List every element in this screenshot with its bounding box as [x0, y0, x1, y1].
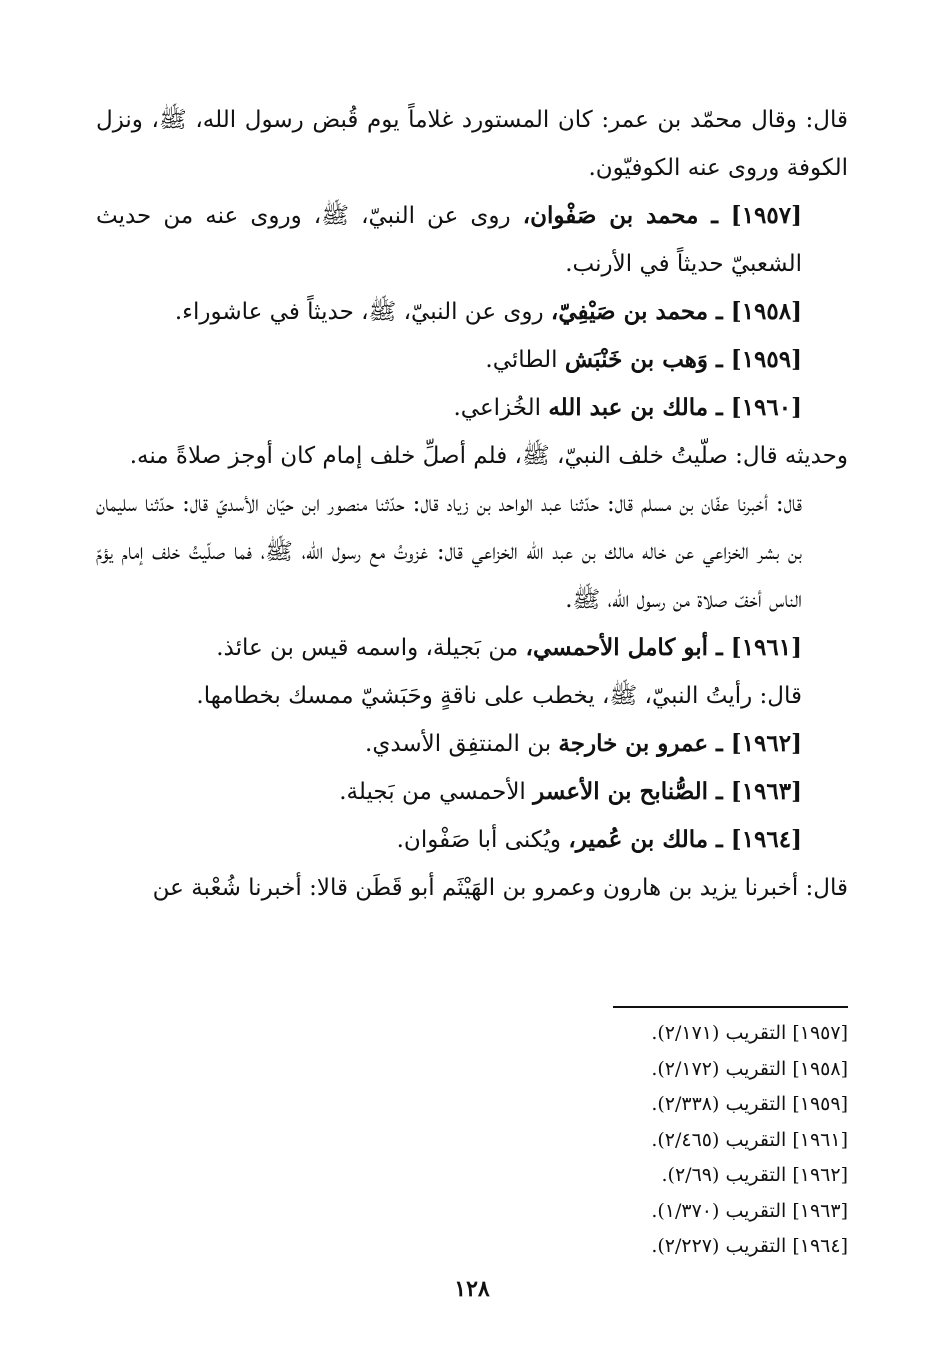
page-number: ١٢٨	[454, 1276, 490, 1302]
entry-1958	[96, 288, 848, 336]
paragraph-text: قال: وقال محمّد بن عمر: كان المستورد غلاماً يوم قُبض رسول الله، ﷺ، ونزل الكوفة وروى عنه الكوفيّون.	[96, 107, 848, 181]
entry-heading: [١٩٦٤] ـ مالك بن عُمير،	[568, 826, 802, 853]
paragraph-isnad-affan	[96, 480, 848, 624]
paragraph-text: قال: أخبرنا يزيد بن هارون وعمرو بن الهَيْثَم أبو قَطَن قالا: أخبرنا شُعْبة عن	[152, 875, 848, 901]
entry-heading: [١٩٥٨] ـ محمد بن صَيْفِيّ،	[550, 298, 802, 325]
paragraph-narration-mustawrid	[96, 96, 848, 192]
paragraph-hadith-malik	[96, 432, 848, 480]
paragraph-text: قال: رأيتُ النبيّ، ﷺ، يخطب على ناقةٍ وحَبَشيّ ممسك بخطامها.	[196, 683, 802, 709]
entry-text: الأحمسي من بَجيلة.	[339, 779, 534, 805]
entry-heading: [١٩٥٧] ـ محمد بن صَفْوان،	[522, 202, 802, 229]
main-text	[96, 96, 848, 912]
entry-1962	[96, 720, 848, 768]
footnote-1963: [١٩٦٣] التقريب (١/٣٧٠).	[651, 1199, 848, 1222]
entry-text: ويُكنى أبا صَفْوان.	[396, 827, 569, 853]
entry-heading: [١٩٦٠] ـ مالك بن عبد الله	[548, 394, 802, 421]
entry-heading: [١٩٦٢] ـ عمرو بن خارجة	[558, 730, 802, 757]
footnote-1961: [١٩٦١] التقريب (٢/٤٦٥).	[651, 1128, 848, 1151]
entry-1964	[96, 816, 848, 864]
paragraph-text: قال: أخبرنا عفّان بن مسلم قال: حدّثنا عبد الواحد بن زياد قال: حدّثنا منصور ابن حيّان الأسديّ قال: حدّثنا سليمان بن بشر الخزاعي عن خاله مالك بن عبد الله الخزاعي قال: غزوتُ مع رسول الله، ﷺ، فما صلّيتُ خلف إمام يؤمّ الناس أخفّ صلاة من رسول الله، ﷺ.	[96, 491, 802, 613]
entry-text: الطائي.	[485, 347, 565, 373]
paragraph-hadith-abu-kamil	[96, 672, 848, 720]
entry-heading: [١٩٥٩] ـ وَهب بن خَنْبَش	[564, 346, 802, 373]
entry-text: بن المنتفِق الأسدي.	[365, 731, 559, 757]
footnotes	[96, 1016, 848, 1265]
entry-text: من بَجيلة، واسمه قيس بن عائذ.	[216, 635, 526, 661]
entry-text: الخُزاعي.	[453, 395, 549, 421]
entry-1961	[96, 624, 848, 672]
book-page	[96, 96, 848, 1336]
footnote-1964: [١٩٦٤] التقريب (٢/٢٢٧).	[651, 1235, 848, 1257]
footnote-1962: [١٩٦٢] التقريب (٢/٦٩).	[661, 1164, 848, 1186]
entry-1960	[96, 384, 848, 432]
entry-text: روى عن النبيّ، ﷺ، حديثاً في عاشوراء.	[174, 299, 551, 325]
entry-1959	[96, 336, 848, 384]
footnote-1958: [١٩٥٨] التقريب (٢/١٧٢).	[651, 1057, 848, 1080]
entry-heading: [١٩٦٣] ـ الصُّنابح بن الأعسر	[533, 778, 802, 805]
entry-heading: [١٩٦١] ـ أبو كامل الأحمسي،	[525, 634, 802, 661]
paragraph-text: وحديثه قال: صلّيتُ خلف النبيّ، ﷺ، فلم أصلِّ خلف إمام كان أوجز صلاةً منه.	[129, 443, 848, 469]
entry-1957	[96, 192, 848, 288]
entry-1963	[96, 768, 848, 816]
paragraph-isnad-yazid	[96, 864, 848, 912]
footnote-1957: [١٩٥٧] التقريب (٢/١٧١).	[651, 1022, 848, 1044]
entry-text: روى عن النبيّ، ﷺ، وروى عنه من حديث الشعبيّ حديثاً في الأرنب.	[96, 203, 802, 277]
footnote-divider	[613, 1006, 848, 1008]
footnote-1959: [١٩٥٩] التقريب (٢/٣٣٨).	[651, 1093, 848, 1115]
